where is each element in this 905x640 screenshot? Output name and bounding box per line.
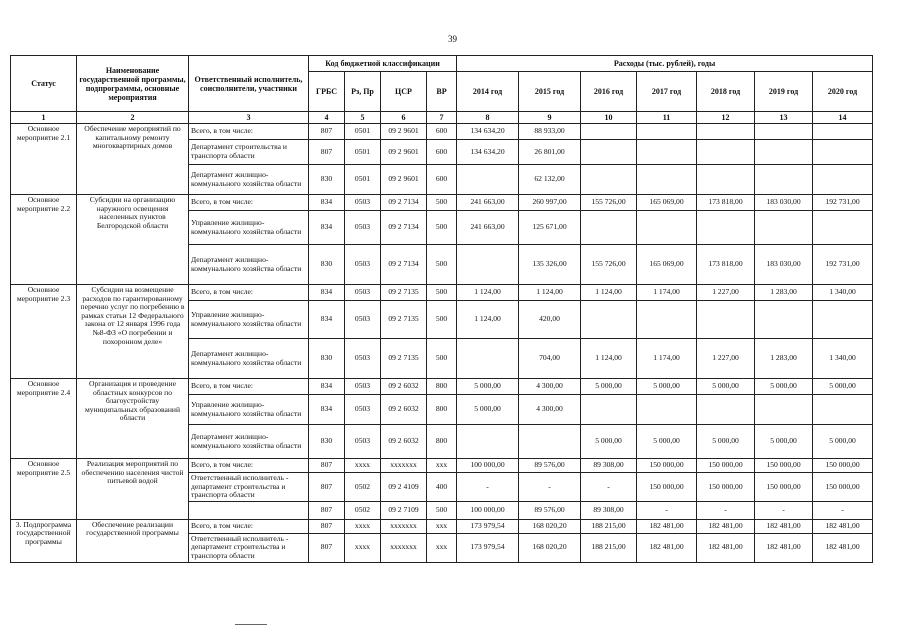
rzpr-cell: 0503 [345,211,381,245]
expense-cell: 182 481,00 [697,519,755,533]
table-row [11,124,873,140]
expense-cell: 173 818,00 [697,245,755,285]
grbs-cell: 830 [309,339,345,379]
budget-table [10,55,873,563]
csr-cell: 09 2 6032 [381,379,427,395]
expense-cell [581,165,637,195]
expense-cell: 134 634,20 [457,140,519,165]
expense-cell: 420,00 [519,301,581,339]
grbs-cell: 834 [309,395,345,425]
expense-cell: 150 000,00 [813,473,873,502]
rzpr-cell: 0503 [345,379,381,395]
expense-cell: 5 000,00 [755,379,813,395]
responsible-cell [189,501,309,519]
expense-cell [519,425,581,459]
grbs-cell: 830 [309,245,345,285]
expense-cell: 150 000,00 [637,473,697,502]
expense-cell: 260 997,00 [519,195,581,211]
expense-cell [637,301,697,339]
expense-cell: 1 283,00 [755,339,813,379]
vr-cell: 400 [427,473,457,502]
rzpr-cell: хххх [345,533,381,562]
csr-cell: 09 2 7135 [381,339,427,379]
csr-cell: 09 2 7135 [381,285,427,301]
expense-cell [813,211,873,245]
expense-cell [697,395,755,425]
expense-cell [637,165,697,195]
csr-cell: 09 2 6032 [381,425,427,459]
expense-cell: 1 124,00 [519,285,581,301]
expense-cell: 192 731,00 [813,245,873,285]
expense-cell: 182 481,00 [697,533,755,562]
table-row [11,519,873,533]
expense-cell: 182 481,00 [813,519,873,533]
col-number: 4 [309,112,345,124]
expense-cell: - [637,501,697,519]
expense-cell [813,165,873,195]
expense-cell: 150 000,00 [813,459,873,473]
rzpr-cell: 0502 [345,473,381,502]
expense-cell: 1 283,00 [755,285,813,301]
rzpr-cell: 0501 [345,165,381,195]
vr-cell: 600 [427,124,457,140]
rzpr-cell: хххх [345,459,381,473]
expense-cell [755,395,813,425]
expense-cell: - [697,501,755,519]
expense-cell: - [755,501,813,519]
rzpr-cell: 0503 [345,425,381,459]
responsible-cell: Всего, в том числе: [189,285,309,301]
col-number: 11 [637,112,697,124]
expense-cell: - [457,473,519,502]
expense-cell: 135 326,00 [519,245,581,285]
expense-cell: 1 340,00 [813,285,873,301]
expense-cell [755,165,813,195]
expense-cell [697,165,755,195]
expense-cell: 5 000,00 [697,425,755,459]
vr-cell: 500 [427,285,457,301]
expense-cell: 88 933,00 [519,124,581,140]
expense-cell [581,395,637,425]
expense-cell: 188 215,00 [581,533,637,562]
grbs-cell: 830 [309,165,345,195]
expense-cell: 89 308,00 [581,501,637,519]
expense-cell: 165 069,00 [637,195,697,211]
expense-cell: 1 124,00 [581,339,637,379]
col-number: 2 [77,112,189,124]
col-number: 12 [697,112,755,124]
csr-cell: 09 2 9601 [381,140,427,165]
expense-cell: - [519,473,581,502]
col-number: 1 [11,112,77,124]
grbs-cell: 834 [309,285,345,301]
expense-cell [637,124,697,140]
header-budget-code: Код бюджетной классификации [309,56,457,72]
expense-cell: 173 979,54 [457,533,519,562]
col-number: 10 [581,112,637,124]
expense-cell: 125 671,00 [519,211,581,245]
expense-cell: 1 124,00 [457,285,519,301]
header-year: 2020 год [813,72,873,112]
expense-cell: 1 340,00 [813,339,873,379]
measure-name-cell: Обеспечение реализации государственной программы [77,519,189,562]
status-cell: Основное мероприятие 2.3 [11,285,77,379]
responsible-cell: Всего, в том числе: [189,124,309,140]
grbs-cell: 834 [309,211,345,245]
expense-cell: 241 663,00 [457,211,519,245]
expense-cell: 155 726,00 [581,195,637,211]
expense-cell [813,140,873,165]
expense-cell [581,124,637,140]
expense-cell: 182 481,00 [637,519,697,533]
expense-cell: 89 576,00 [519,501,581,519]
header-name: Наименование государственной программы, подпрограммы, основные мероприятия [77,56,189,112]
expense-cell [697,211,755,245]
expense-cell [457,339,519,379]
expense-cell: 192 731,00 [813,195,873,211]
column-numbers-row [11,112,873,124]
rzpr-cell: 0503 [345,301,381,339]
responsible-cell: Управление жилищно-коммунального хозяйства области [189,211,309,245]
expense-cell: 150 000,00 [755,473,813,502]
grbs-cell: 807 [309,459,345,473]
responsible-cell: Управление жилищно-коммунального хозяйства области [189,301,309,339]
expense-cell: 5 000,00 [697,379,755,395]
csr-cell: 09 2 7109 [381,501,427,519]
expense-cell: - [813,501,873,519]
table-body [11,124,873,563]
responsible-cell: Ответственный исполнитель - департамент строительства и транспорта области [189,473,309,502]
expense-cell: 182 481,00 [637,533,697,562]
vr-cell: ххх [427,459,457,473]
responsible-cell: Управление жилищно-коммунального хозяйства области [189,395,309,425]
expense-cell [697,301,755,339]
vr-cell: ххх [427,533,457,562]
status-cell: Основное мероприятие 2.1 [11,124,77,195]
rzpr-cell: 0503 [345,395,381,425]
vr-cell: 500 [427,501,457,519]
table-row [11,285,873,301]
expense-cell [457,245,519,285]
expense-cell: 4 300,00 [519,395,581,425]
grbs-cell: 830 [309,425,345,459]
rzpr-cell: 0503 [345,245,381,285]
expense-cell [581,301,637,339]
grbs-cell: 807 [309,519,345,533]
csr-cell: ххххххх [381,519,427,533]
expense-cell: 5 000,00 [813,425,873,459]
measure-name-cell: Субсидии на возмещение расходов по гарантированному перечню услуг по погребению в рамках статьи 12 Федерального закона от 12 января 1996 года №8-ФЗ «О погребении и похоронном деле» [77,285,189,379]
csr-cell: 09 2 7134 [381,245,427,285]
col-number: 8 [457,112,519,124]
expense-cell: 5 000,00 [813,379,873,395]
expense-cell: 155 726,00 [581,245,637,285]
expense-cell: 241 663,00 [457,195,519,211]
expense-cell: 704,00 [519,339,581,379]
expense-cell: 1 124,00 [581,285,637,301]
header-year: 2019 год [755,72,813,112]
expense-cell [581,140,637,165]
status-cell: Основное мероприятие 2.2 [11,195,77,285]
csr-cell: 09 2 7134 [381,211,427,245]
vr-cell: 600 [427,140,457,165]
rzpr-cell: 0502 [345,501,381,519]
vr-cell: 600 [427,165,457,195]
header-year: 2015 год [519,72,581,112]
status-cell: Основное мероприятие 2.5 [11,459,77,520]
csr-cell: 09 2 9601 [381,124,427,140]
measure-name-cell: Организация и проведение областных конкурсов по благоустройству муниципальных образований области [77,379,189,459]
expense-cell [755,301,813,339]
vr-cell: 800 [427,379,457,395]
expense-cell: 5 000,00 [637,425,697,459]
vr-cell: 800 [427,395,457,425]
vr-cell: 800 [427,425,457,459]
responsible-cell: Всего, в том числе: [189,379,309,395]
grbs-cell: 834 [309,379,345,395]
expense-cell: 5 000,00 [755,425,813,459]
expense-cell: 165 069,00 [637,245,697,285]
grbs-cell: 807 [309,124,345,140]
expense-cell: 89 308,00 [581,459,637,473]
grbs-cell: 807 [309,501,345,519]
expense-cell: 188 215,00 [581,519,637,533]
header-year: 2018 год [697,72,755,112]
rzpr-cell: 0503 [345,285,381,301]
expense-cell: 62 132,00 [519,165,581,195]
expense-cell: 89 576,00 [519,459,581,473]
expense-cell: 1 124,00 [457,301,519,339]
expense-cell [755,211,813,245]
expense-cell [637,140,697,165]
expense-cell: 150 000,00 [697,473,755,502]
expense-cell [457,425,519,459]
grbs-cell: 807 [309,533,345,562]
col-number: 9 [519,112,581,124]
rzpr-cell: 0503 [345,339,381,379]
header-expenses: Расходы (тыс. рублей), годы [457,56,873,72]
table-row [11,379,873,395]
grbs-cell: 807 [309,140,345,165]
expense-cell: 1 174,00 [637,285,697,301]
header-year: 2016 год [581,72,637,112]
expense-cell [813,301,873,339]
expense-cell: 4 300,00 [519,379,581,395]
expense-cell: 173 818,00 [697,195,755,211]
rzpr-cell: 0501 [345,140,381,165]
expense-cell: 26 801,00 [519,140,581,165]
rzpr-cell: хххх [345,519,381,533]
status-cell: 3. Подпрограмма государственной программы [11,519,77,562]
header-responsible: Ответственный исполнитель, соисполнители, участники [189,56,309,112]
expense-cell [755,140,813,165]
expense-cell [755,124,813,140]
footer-divider [235,624,267,625]
page-number: 39 [448,34,457,44]
responsible-cell: Всего, в том числе: [189,519,309,533]
csr-cell: 09 2 6032 [381,395,427,425]
expense-cell: 182 481,00 [755,519,813,533]
col-number: 3 [189,112,309,124]
vr-cell: 500 [427,245,457,285]
vr-cell: 500 [427,339,457,379]
expense-cell: - [581,473,637,502]
responsible-cell: Департамент строительства и транспорта области [189,140,309,165]
expense-cell [813,395,873,425]
responsible-cell: Ответственный исполнитель - департамент строительства и транспорта области [189,533,309,562]
grbs-cell: 834 [309,301,345,339]
col-number: 7 [427,112,457,124]
csr-cell: 09 2 7135 [381,301,427,339]
expense-cell: 134 634,20 [457,124,519,140]
expense-cell: 168 020,20 [519,533,581,562]
expense-cell: 150 000,00 [697,459,755,473]
expense-cell: 100 000,00 [457,501,519,519]
expense-cell: 5 000,00 [457,395,519,425]
measure-name-cell: Субсидии на организацию наружного освещения населенных пунктов Белгородской области [77,195,189,285]
expense-cell: 1 227,00 [697,339,755,379]
vr-cell: 500 [427,301,457,339]
expense-cell: 5 000,00 [581,379,637,395]
csr-cell: ххххххх [381,533,427,562]
expense-cell: 150 000,00 [755,459,813,473]
header-rzpr: Рз, Пр [345,72,381,112]
col-number: 14 [813,112,873,124]
expense-cell: 5 000,00 [637,379,697,395]
header-year: 2017 год [637,72,697,112]
measure-name-cell: Обеспечение мероприятий по капитальному ремонту многоквартирных домов [77,124,189,195]
measure-name-cell: Реализация мероприятий по обеспечению населения чистой питьевой водой [77,459,189,520]
csr-cell: ххххххх [381,459,427,473]
responsible-cell: Департамент жилищно-коммунального хозяйства области [189,245,309,285]
responsible-cell: Департамент жилищно-коммунального хозяйства области [189,425,309,459]
table-row [11,195,873,211]
vr-cell: ххх [427,519,457,533]
header-grbs: ГРБС [309,72,345,112]
expense-cell: 168 020,20 [519,519,581,533]
expense-cell: 1 174,00 [637,339,697,379]
vr-cell: 500 [427,195,457,211]
expense-cell [697,140,755,165]
expense-cell [697,124,755,140]
expense-cell [813,124,873,140]
header-csr: ЦСР [381,72,427,112]
expense-cell: 182 481,00 [813,533,873,562]
expense-cell [457,165,519,195]
expense-cell: 150 000,00 [637,459,697,473]
responsible-cell: Всего, в том числе: [189,195,309,211]
expense-cell: 1 227,00 [697,285,755,301]
col-number: 13 [755,112,813,124]
col-number: 6 [381,112,427,124]
expense-cell: 5 000,00 [457,379,519,395]
csr-cell: 09 2 7134 [381,195,427,211]
header-status: Статус [11,56,77,112]
vr-cell: 500 [427,211,457,245]
status-cell: Основное мероприятие 2.4 [11,379,77,459]
expense-cell: 183 030,00 [755,245,813,285]
rzpr-cell: 0501 [345,124,381,140]
expense-cell: 182 481,00 [755,533,813,562]
grbs-cell: 834 [309,195,345,211]
grbs-cell: 807 [309,473,345,502]
expense-cell [581,211,637,245]
expense-cell: 100 000,00 [457,459,519,473]
expense-cell [637,211,697,245]
expense-cell: 183 030,00 [755,195,813,211]
table-row [11,459,873,473]
col-number: 5 [345,112,381,124]
csr-cell: 09 2 4109 [381,473,427,502]
responsible-cell: Департамент жилищно-коммунального хозяйства области [189,339,309,379]
responsible-cell: Всего, в том числе: [189,459,309,473]
expense-cell: 173 979,54 [457,519,519,533]
header-year: 2014 год [457,72,519,112]
responsible-cell: Департамент жилищно-коммунального хозяйства области [189,165,309,195]
header-vr: ВР [427,72,457,112]
expense-cell [637,395,697,425]
rzpr-cell: 0503 [345,195,381,211]
expense-cell: 5 000,00 [581,425,637,459]
csr-cell: 09 2 9601 [381,165,427,195]
